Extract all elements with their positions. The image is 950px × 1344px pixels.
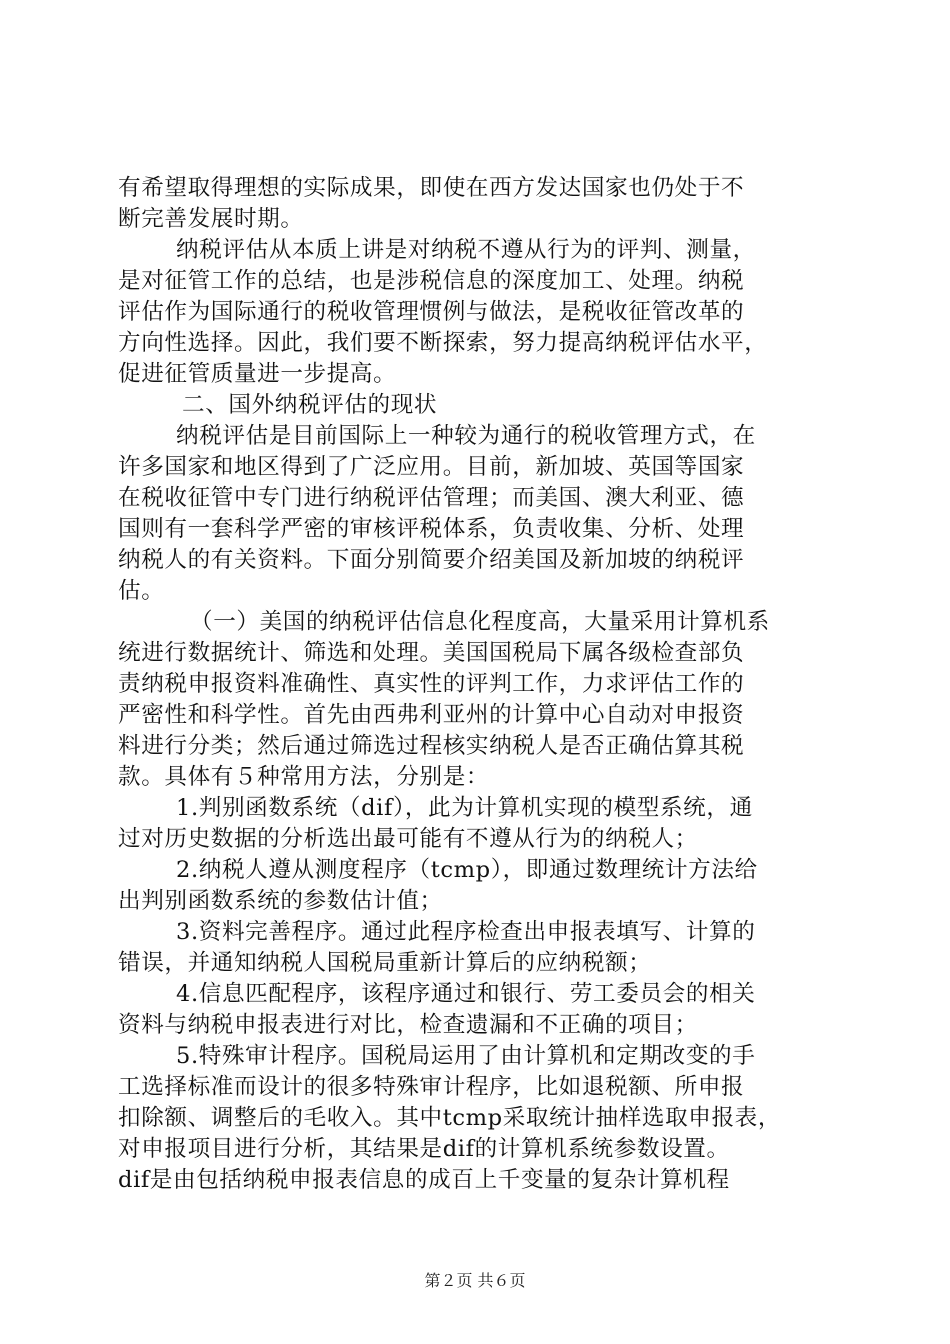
paragraph-start-line: 纳税评估从本质上讲是对纳税不遵从行为的评判、测量， [176, 237, 756, 263]
list-item-start-line: 3.资料完善程序。通过此程序检查出申报表填写、计算的 [176, 919, 756, 945]
list-item-start-line: 1.判别函数系统（dif），此为计算机实现的模型系统，通 [176, 795, 753, 821]
section-heading: 二、国外纳税评估的现状 [182, 392, 438, 418]
document-body [118, 173, 834, 1196]
text-line: 料进行分类；然后通过筛选过程核实纳税人是否正确估算其税 [118, 733, 745, 759]
text-line: 统进行数据统计、筛选和处理。美国国税局下属各级检查部负 [118, 640, 745, 666]
list-item-start-line: 2.纳税人遵从测度程序（tcmp），即通过数理统计方法给 [176, 857, 758, 883]
text-line: 是对征管工作的总结，也是涉税信息的深度加工、处理。纳税 [118, 268, 745, 294]
text-line: 责纳税申报资料准确性、真实性的评判工作，力求评估工作的 [118, 671, 745, 697]
text-line: 款。具体有５种常用方法，分别是： [118, 764, 490, 790]
text-line: 严密性和科学性。首先由西弗利亚州的计算中心自动对申报资 [118, 702, 745, 728]
text-line: 扣除额、调整后的毛收入。其中tcmp采取统计抽样选取申报表， [118, 1105, 782, 1131]
text-line: 工选择标准而设计的很多特殊审计程序，比如退税额、所申报 [118, 1074, 745, 1100]
text-line: 纳税人的有关资料。下面分别简要介绍美国及新加坡的纳税评 [118, 547, 745, 573]
text-line: 出判别函数系统的参数估计值； [118, 888, 443, 914]
paragraph-start-line: 纳税评估是目前国际上一种较为通行的税收管理方式，在 [176, 423, 756, 449]
text-line: 评估作为国际通行的税收管理惯例与做法，是税收征管改革的 [118, 299, 745, 325]
text-line: 过对历史数据的分析选出最可能有不遵从行为的纳税人； [118, 826, 698, 852]
text-line: 估。 [118, 578, 165, 604]
list-item-start-line: 5.特殊审计程序。国税局运用了由计算机和定期改变的手 [176, 1043, 756, 1069]
text-line: 对申报项目进行分析，其结果是dif的计算机系统参数设置。 [118, 1136, 730, 1162]
text-line: 促进征管质量进一步提高。 [118, 361, 397, 387]
text-line: 断完善发展时期。 [118, 206, 304, 232]
list-item-start-line: 4.信息匹配程序，该程序通过和银行、劳工委员会的相关 [176, 981, 756, 1007]
subsection-start-line: （一）美国的纳税评估信息化程度高，大量采用计算机系 [190, 609, 770, 635]
text-line: 错误，并通知纳税人国税局重新计算后的应纳税额； [118, 950, 652, 976]
text-line: 许多国家和地区得到了广泛应用。目前，新加坡、英国等国家 [118, 454, 745, 480]
text-line: 国则有一套科学严密的审核评税体系，负责收集、分析、处理 [118, 516, 745, 542]
text-line: 资料与纳税申报表进行对比，检查遗漏和不正确的项目； [118, 1012, 698, 1038]
text-line: 有希望取得理想的实际成果，即使在西方发达国家也仍处于不 [118, 175, 745, 201]
text-line: 方向性选择。因此，我们要不断探索，努力提高纳税评估水平， [118, 330, 768, 356]
page-number-footer: 第２页 共６页 [424, 1271, 526, 1290]
text-line: 在税收征管中专门进行纳税评估管理；而美国、澳大利亚、德 [118, 485, 745, 511]
text-line: dif是由包括纳税申报表信息的成百上千变量的复杂计算机程 [118, 1167, 730, 1193]
